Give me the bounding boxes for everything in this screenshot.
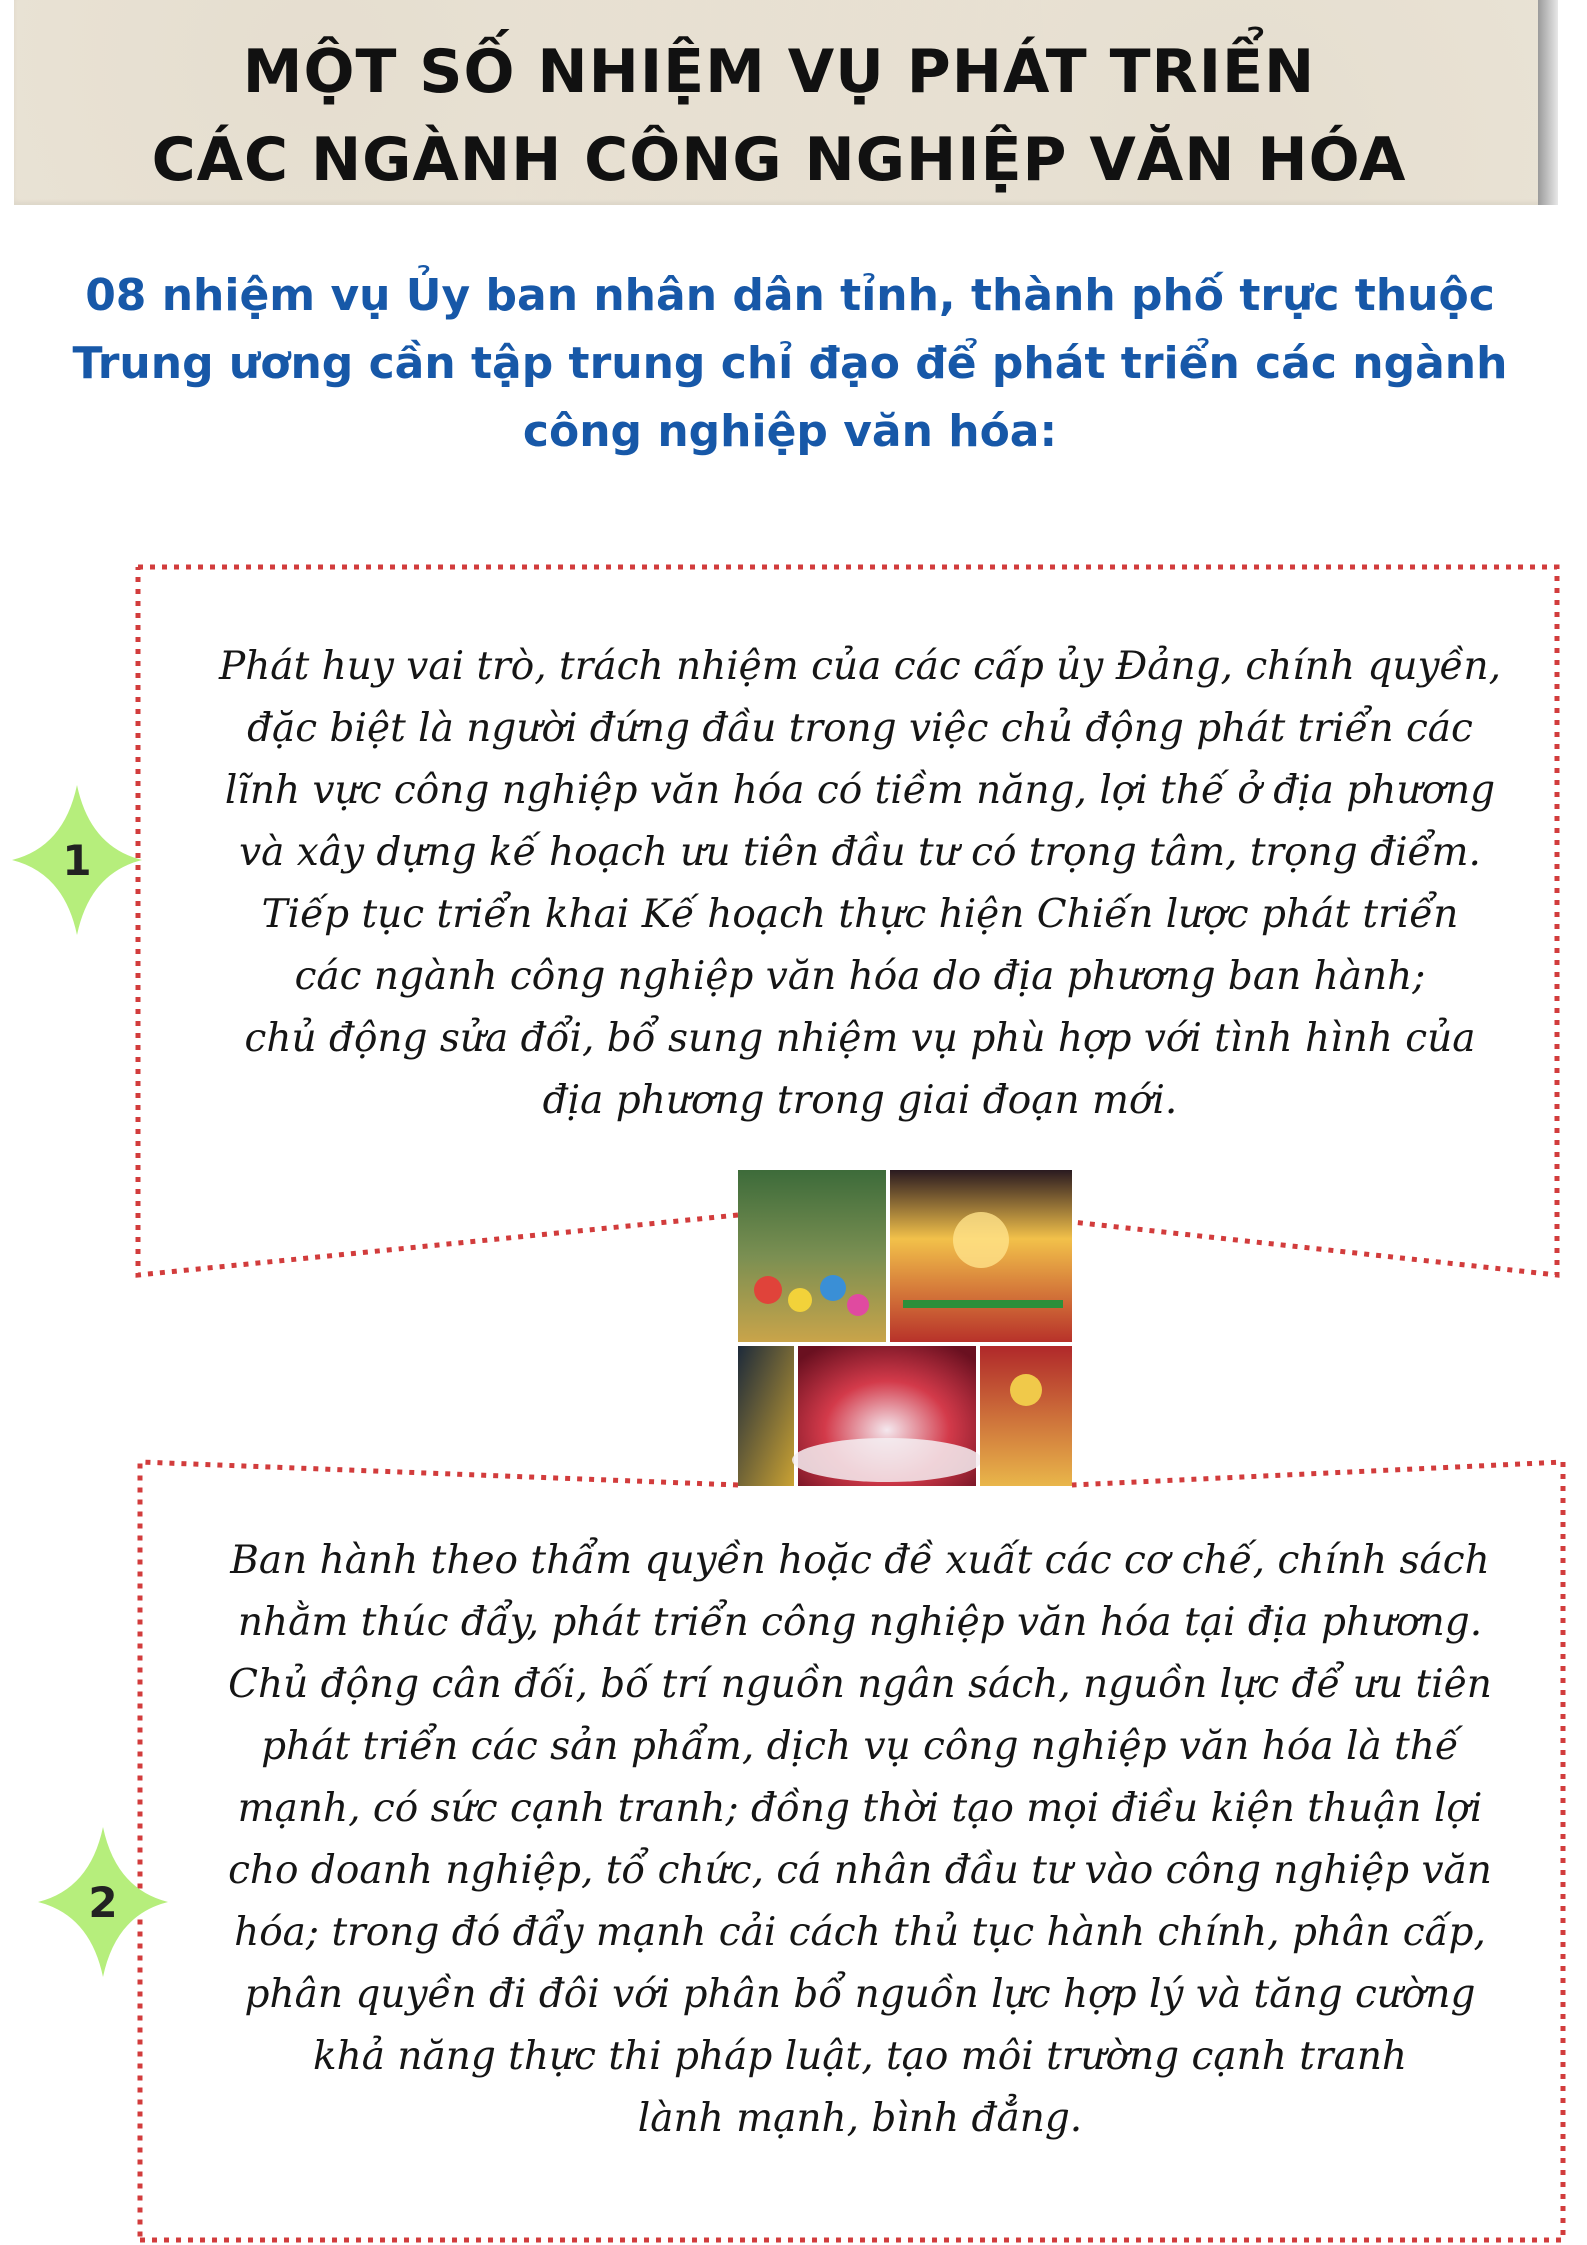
intro-line-3: công nghiệp văn hóa: bbox=[522, 406, 1058, 457]
page-title-line-2: CÁC NGÀNH CÔNG NGHIỆP VĂN HÓA bbox=[151, 125, 1407, 195]
task-1-line-1: Phát huy vai trò, trách nhiệm của các cấp ủy Đảng, chính quyền, bbox=[218, 644, 1502, 689]
task-1-line-5: Tiếp tục triển khai Kế hoạch thực hiện Chiến lược phát triển bbox=[261, 892, 1459, 937]
task-2-line-8: phân quyền đi đôi với phân bổ nguồn lực hợp lý và tăng cường bbox=[244, 1972, 1476, 2017]
task-2-line-7: hóa; trong đó đẩy mạnh cải cách thủ tục hành chính, phân cấp, bbox=[234, 1910, 1486, 1955]
task-1-line-2: đặc biệt là người đứng đầu trong việc chủ động phát triển các bbox=[247, 706, 1473, 751]
task-1-line-6: các ngành công nghiệp văn hóa do địa phương ban hành; bbox=[294, 954, 1426, 999]
task-2-line-9: khả năng thực thi pháp luật, tạo môi trường cạnh tranh bbox=[312, 2034, 1408, 2079]
intro-line-2: Trung ương cần tập trung chỉ đạo để phát triển các ngành bbox=[72, 338, 1508, 389]
task-2-line-6: cho doanh nghiệp, tổ chức, cá nhân đầu tư vào công nghiệp văn bbox=[228, 1848, 1492, 1893]
task-2-line-3: Chủ động cân đối, bố trí nguồn ngân sách, nguồn lực để ưu tiên bbox=[228, 1662, 1492, 1707]
task-number-1: 1 bbox=[62, 835, 92, 885]
task-2-line-10: lành mạnh, bình đẳng. bbox=[637, 2096, 1083, 2141]
intro-line-1: 08 nhiệm vụ Ủy ban nhân dân tỉnh, thành phố trực thuộc bbox=[85, 270, 1495, 321]
task-text-2 bbox=[180, 1530, 1540, 2150]
task-2-line-2: nhằm thúc đẩy, phát triển công nghiệp văn hóa tại địa phương. bbox=[237, 1600, 1483, 1645]
task-badge-2 bbox=[38, 1827, 168, 1977]
task-1-line-7: chủ động sửa đổi, bổ sung nhiệm vụ phù hợp với tình hình của bbox=[244, 1016, 1476, 1061]
task-2-line-5: mạnh, có sức cạnh tranh; đồng thời tạo mọi điều kiện thuận lợi bbox=[237, 1786, 1483, 1831]
task-1-line-8: địa phương trong giai đoạn mới. bbox=[542, 1078, 1178, 1123]
task-1-line-3: lĩnh vực công nghiệp văn hóa có tiềm năng, lợi thế ở địa phương bbox=[224, 768, 1496, 813]
task-2-line-1: Ban hành theo thẩm quyền hoặc đề xuất các cơ chế, chính sách bbox=[230, 1538, 1490, 1583]
page-title-line-1: MỘT SỐ NHIỆM VỤ PHÁT TRIỂN bbox=[242, 37, 1316, 107]
task-2-line-4: phát triển các sản phẩm, dịch vụ công nghiệp văn hóa là thế bbox=[261, 1724, 1459, 1769]
task-1-line-4: và xây dựng kế hoạch ưu tiên đầu tư có trọng tâm, trọng điểm. bbox=[239, 830, 1481, 875]
task-number-2: 2 bbox=[88, 1877, 118, 1927]
